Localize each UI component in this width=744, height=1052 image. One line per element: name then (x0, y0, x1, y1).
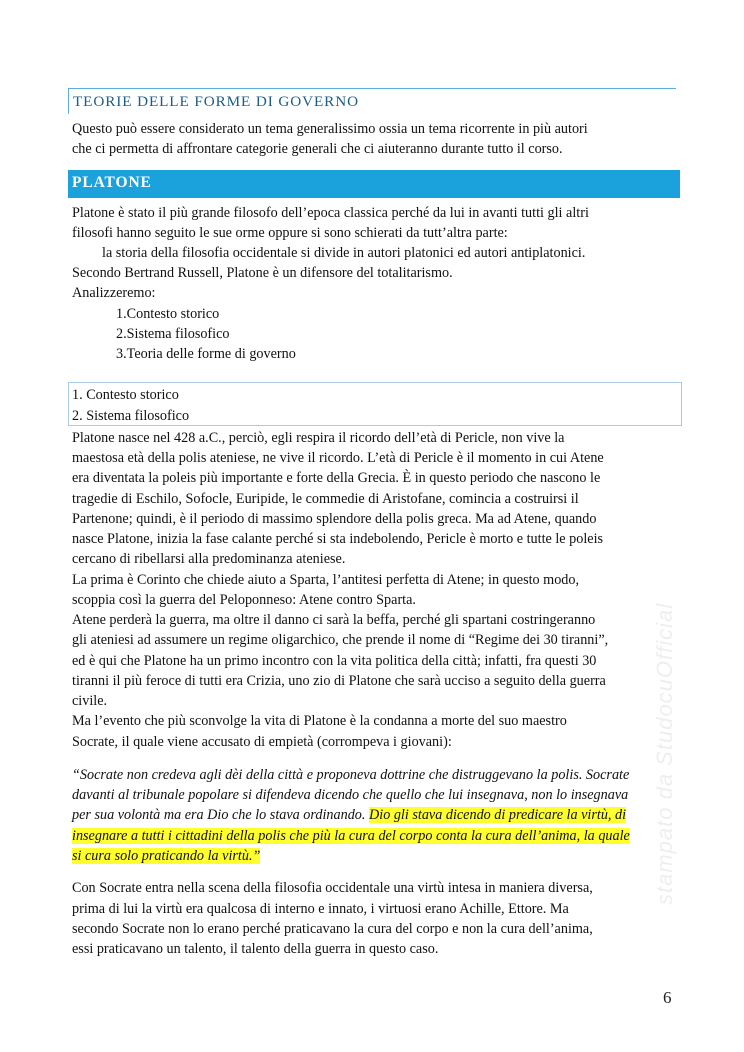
paragraph-line: cercano di ribellarsi alla predominanza ateniese. (72, 551, 346, 567)
chapter-title: PLATONE (72, 174, 152, 191)
paragraph-line: Platone nasce nel 428 a.C., perciò, egli respira il ricordo dell’età di Pericle, non vive la (72, 430, 565, 446)
watermark: stampato da StudocuOfficial (652, 602, 677, 905)
paragraph-line: filosofi hanno seguito le sue orme oppure si sono schierati da tutt’altra parte: (72, 225, 508, 241)
section-title: TEORIE DELLE FORME DI GOVERNO (73, 93, 359, 110)
quote-line (72, 805, 674, 825)
paragraph-line: tragedie di Eschilo, Sofocle, Euripide, le commedie di Aristofane, comincia a costruirsi il (72, 491, 579, 507)
paragraph-line: Con Socrate entra nella scena della filosofia occidentale una virtù intesa in maniera diversa, (72, 880, 593, 896)
topic-item: 1.Contesto storico (116, 306, 220, 322)
paragraph-line: essi praticavano un talento, il talento della guerra in questo caso. (72, 941, 439, 957)
paragraph-line: la storia della filosofia occidentale si divide in autori platonici ed autori antiplatonici. (102, 245, 586, 261)
section-heading (68, 88, 676, 114)
quote-highlight: Dio gli stava dicendo di predicare la virtù, di (369, 807, 627, 823)
paragraph-line: era diventata la poleis più importante e forte della Grecia. È in questo periodo che nascono le (72, 470, 601, 486)
paragraph-line: nasce Platone, inizia la fase calante perché si sta indebolendo, Pericle è morto e tutte le poleis (72, 531, 604, 547)
paragraph-line: La prima è Corinto che chiede aiuto a Sparta, l’antitesi perfetta di Atene; in questo modo, (72, 572, 580, 588)
quote-highlight: si cura solo praticando la virtù.” (72, 848, 261, 864)
paragraph-line: ed è qui che Platone ha un primo incontro con la vita politica della città; infatti, fra questi 30 (72, 653, 597, 669)
paragraph-line: civile. (72, 693, 108, 709)
paragraph-line: Secondo Bertrand Russell, Platone è un difensore del totalitarismo. (72, 265, 453, 281)
paragraph-line: Ma l’evento che più sconvolge la vita di Platone è la condanna a morte del suo maestro (72, 713, 567, 729)
paragraph-line: Analizzeremo: (72, 285, 156, 301)
quote-highlight: insegnare a tutti i cittadini della polis che più la cura del corpo conta la cura dell’anima, la quale (72, 828, 630, 844)
paragraph-line: Partenone; quindi, è il periodo di massimo splendore della polis greca. Ma ad Atene, quando (72, 511, 597, 527)
quote-line (72, 826, 674, 846)
chapter-heading (68, 170, 680, 198)
paragraph-line: Atene perderà la guerra, ma oltre il danno ci sarà la beffa, perché gli spartani costringeranno (72, 612, 596, 628)
paragraph-line: Socrate, il quale viene accusato di empietà (corrompeva i giovani): (72, 734, 452, 750)
subheading-item: 1. Contesto storico (72, 387, 179, 403)
quote-line: “Socrate non credeva agli dèi della città e proponeva dottrine che distruggevano la polis. Socrate (72, 767, 630, 783)
paragraph-line: secondo Socrate non lo erano perché praticavano la cura del corpo e non la cura dell’anima, (72, 921, 593, 937)
page-number: 6 (663, 988, 672, 1007)
quote-line (72, 846, 674, 866)
topic-item: 3.Teoria delle forme di governo (116, 346, 296, 362)
topic-item: 2.Sistema filosofico (116, 326, 230, 342)
paragraph-line: gli ateniesi ad assumere un regime oligarchico, che prende il nome di “Regime dei 30 tiranni”, (72, 632, 609, 648)
subheading-item: 2. Sistema filosofico (72, 408, 190, 424)
paragraph-line: Platone è stato il più grande filosofo dell’epoca classica perché da lui in avanti tutti gli altri (72, 205, 589, 221)
intro-line: Questo può essere considerato un tema generalissimo ossia un tema ricorrente in più autori (72, 121, 588, 137)
quote-line: davanti al tribunale popolare si difendeva dicendo che quello che lui insegnava, non lo insegnava (72, 787, 629, 803)
paragraph-line: maestosa età della polis ateniese, ne vive il ricordo. L’età di Pericle è il momento in cui Atene (72, 450, 604, 466)
intro-line: che ci permetta di affrontare categorie generali che ci aiuteranno durante tutto il corso. (72, 141, 563, 157)
quote-text: per sua volontà ma era Dio che lo stava ordinando. (72, 807, 369, 823)
paragraph-line: tiranni il più feroce di tutti era Crizia, uno zio di Platone che sarà ucciso a seguito della guerra (72, 673, 606, 689)
paragraph-line: scoppia così la guerra del Peloponneso: Atene contro Sparta. (72, 592, 416, 608)
paragraph-line: prima di lui la virtù era qualcosa di interno e innato, i virtuosi erano Achille, Ettore. Ma (72, 901, 569, 917)
